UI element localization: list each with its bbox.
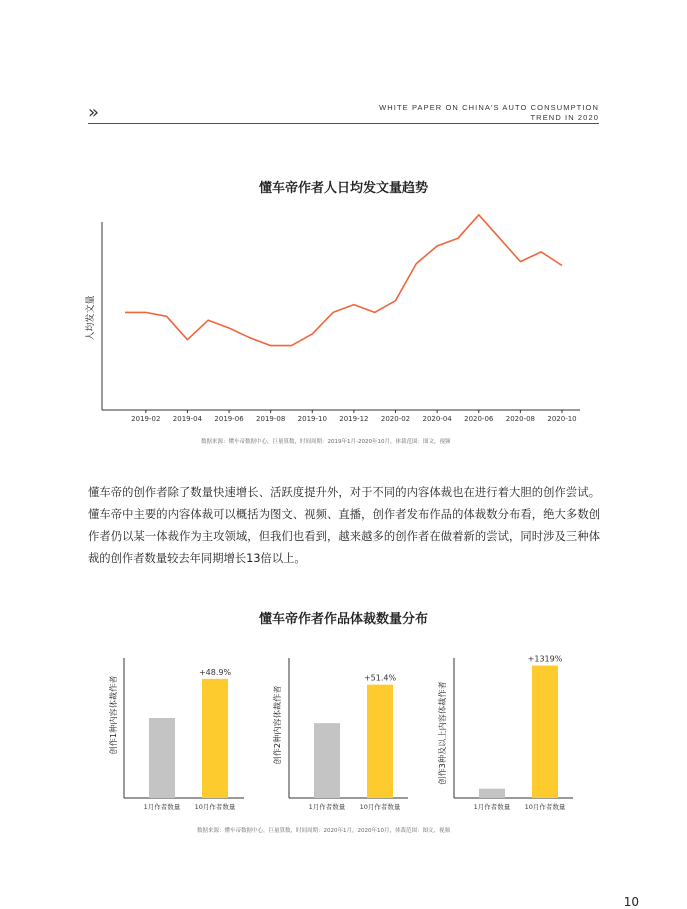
x-tick-label: 2019-06 (214, 415, 244, 423)
body-paragraph: 懂车帝的创作者除了数量快速增长、活跃度提升外，对于不同的内容体裁也在进行着大胆的创作尝试。懂车帝中主要的内容体裁可以概括为图文、视频、直播，创作者发布作品的体裁数分布看，绝大多数创作者仍以某一体裁作为主攻领域，但我们也看到，越来越多的创作者在做着新的尝试，同时涉及三种体裁的创作者数量较去年同期增长13倍以上。 (88, 486, 600, 565)
x-tick-label: 1月作者数量 (473, 803, 511, 811)
y-axis-label: 人均发文量 (86, 295, 96, 341)
chart1-title: 懂车帝作者人日均发文量趋势 (258, 181, 428, 196)
chart2-source: 数据来源：懂车帝数据中心，巨量算数，时间周期：2020年1月，2020年10月，体裁范围：图文，视频 (197, 828, 450, 834)
x-tick-label: 10月作者数量 (359, 803, 401, 811)
y-axis-label: 创作3种及以上内容体裁作者 (437, 681, 447, 785)
bar (532, 666, 558, 798)
data-label: +1319% (527, 654, 563, 664)
bar (367, 685, 393, 798)
x-tick-label: 2020-08 (505, 415, 536, 423)
x-tick-label: 1月作者数量 (143, 803, 181, 811)
bar-chart-3 (437, 655, 573, 811)
bar (314, 723, 340, 798)
x-tick-label: 2020-02 (380, 415, 411, 423)
x-tick-label: 2019-04 (172, 415, 203, 423)
chevron-icon: » (88, 102, 98, 123)
bar (149, 718, 175, 798)
x-tick-label: 2020-10 (547, 415, 577, 423)
x-tick-label: 2019-08 (256, 415, 286, 423)
x-tick-label: 10月作者数量 (194, 803, 236, 811)
x-tick-label: 2019-02 (131, 415, 161, 423)
header-subtitle: TREND IN 2020 (530, 113, 599, 122)
x-tick-label: 2020-04 (422, 415, 452, 423)
bar-chart-2 (272, 658, 408, 811)
x-tick-label: 2020-06 (464, 415, 494, 423)
x-tick-label: 2019-12 (339, 415, 369, 423)
header-title: WHITE PAPER ON CHINA'S AUTO CONSUMPTION (379, 103, 599, 112)
chart1-source: 数据来源：懂车帝数据中心，巨量算数，时间周期：2019年1月-2020年10月，体裁范围：图文，视频 (201, 439, 451, 445)
y-axis-label: 创作2种内容体裁作者 (272, 685, 282, 765)
y-axis-label: 创作1种内容体裁作者 (108, 675, 118, 755)
data-label: +48.9% (198, 667, 232, 677)
bar-chart-1 (108, 658, 244, 811)
page-number: 10 (623, 895, 639, 909)
x-tick-label: 1月作者数量 (308, 803, 346, 811)
bar (202, 679, 228, 798)
x-tick-label: 10月作者数量 (524, 803, 566, 811)
chart2-title: 懂车帝作者作品体裁数量分布 (258, 612, 428, 627)
data-label: +51.4% (363, 673, 397, 683)
x-tick-label: 2019-10 (297, 415, 327, 423)
bar (479, 789, 505, 798)
